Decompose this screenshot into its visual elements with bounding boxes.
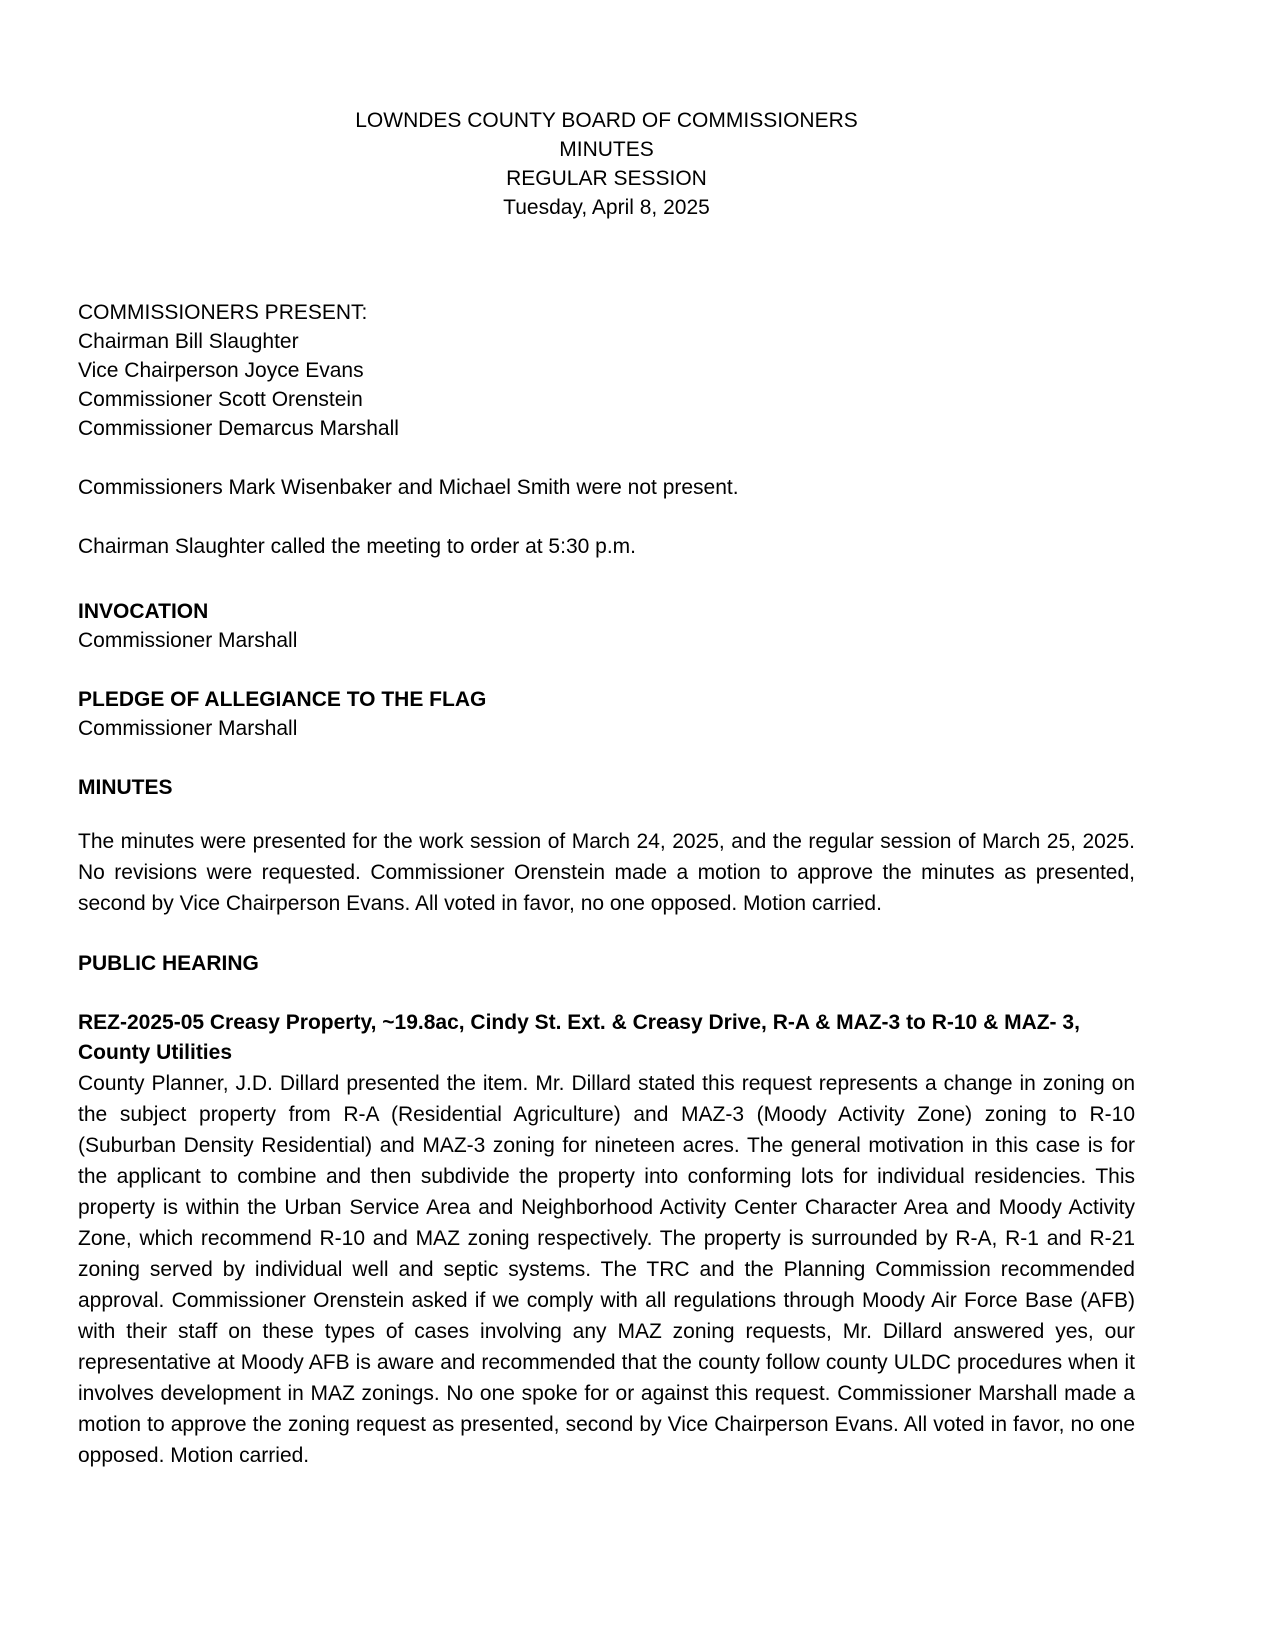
commissioner-name: Commissioner Demarcus Marshall: [78, 417, 399, 440]
spacer: [78, 655, 1135, 685]
pledge-by: Commissioner Marshall: [78, 717, 298, 740]
call-to-order-note: Chairman Slaughter called the meeting to order at 5:30 p.m.: [78, 535, 636, 558]
header-line-organization: LOWNDES COUNTY BOARD OF COMMISSIONERS: [355, 109, 858, 132]
spacer: [78, 978, 1135, 1008]
section-heading-public-hearing: PUBLIC HEARING: [78, 952, 259, 975]
spacer: [78, 919, 1135, 949]
document-header: [78, 106, 1135, 222]
commissioner-name: Commissioner Scott Orenstein: [78, 388, 363, 411]
invocation-by: Commissioner Marshall: [78, 629, 298, 652]
hearing-item-body: County Planner, J.D. Dillard presented the item. Mr. Dillard stated this request represents a change in zoning on the subject property from R-A (Residential Agriculture) and MAZ-3 (Moody Activity Zone) zoning to R-10 (Suburban Density Residential) and MAZ-3 zoning for nineteen acres. The general motivation in this case is for the applicant to combine and then subdivide the property into conforming lots for individual residencies. This property is within the Urban Service Area and Neighborhood Activity Center Character Area and Moody Activity Zone, which recommend R-10 and MAZ zoning respectively. The property is surrounded by R-A, R-1 and R-21 zoning served by individual well and septic systems. The TRC and the Planning Commission recommended approval. Commissioner Orenstein asked if we comply with all regulations through Moody Air Force Base (AFB) with their staff on these types of cases involving any MAZ zoning requests, Mr. Dillard answered yes, our representative at Moody AFB is aware and recommended that the county follow county ULDC procedures when it involves development in MAZ zonings. No one spoke for or against this request. Commissioner Marshall made a motion to approve the zoning request as presented, second by Vice Chairperson Evans. All voted in favor, no one opposed. Motion carried.: [78, 1072, 1135, 1467]
header-line-date: Tuesday, April 8, 2025: [503, 196, 710, 219]
commissioners-present-heading: COMMISSIONERS PRESENT:: [78, 301, 368, 324]
spacer: [78, 443, 1135, 473]
commissioner-name: Vice Chairperson Joyce Evans: [78, 359, 364, 382]
header-line-session: REGULAR SESSION: [506, 167, 707, 190]
minutes-paragraph: The minutes were presented for the work session of March 24, 2025, and the regular session of March 25, 2025. No revisions were requested. Commissioner Orenstein made a motion to approve the minutes as presented, second by Vice Chairperson Evans. All voted in favor, no one opposed. Motion carried.: [78, 830, 1135, 915]
spacer: [78, 561, 1135, 597]
header-spacer: [78, 222, 1135, 298]
section-heading-minutes: MINUTES: [78, 776, 173, 799]
absent-note: Commissioners Mark Wisenbaker and Michael Smith were not present.: [78, 476, 739, 499]
spacer: [78, 802, 1135, 826]
section-heading-pledge: PLEDGE OF ALLEGIANCE TO THE FLAG: [78, 688, 487, 711]
header-line-doctype: MINUTES: [559, 138, 654, 161]
spacer: [78, 743, 1135, 773]
commissioner-name: Chairman Bill Slaughter: [78, 330, 299, 353]
commissioners-present-block: [78, 298, 1135, 443]
section-heading-invocation: INVOCATION: [78, 600, 209, 623]
spacer: [78, 502, 1135, 532]
hearing-item-title: REZ-2025-05 Creasy Property, ~19.8ac, Cindy St. Ext. & Creasy Drive, R-A & MAZ-3 to R-10 & MAZ- 3, County Utilities: [78, 1011, 1080, 1064]
